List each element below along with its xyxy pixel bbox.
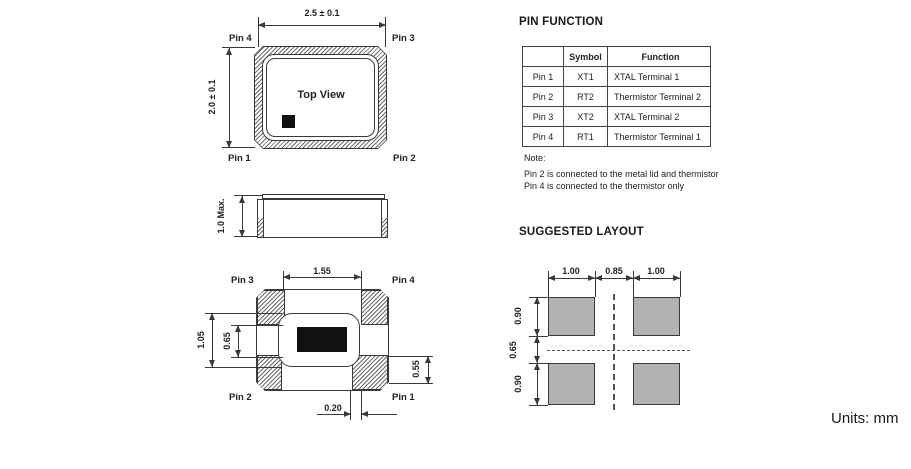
extension-line (529, 297, 548, 298)
arrowhead (626, 275, 633, 281)
arrowhead (283, 274, 290, 280)
header-cell (523, 47, 564, 67)
extension-line (222, 147, 255, 148)
dim-line (212, 313, 213, 367)
symbol-cell: RT2 (564, 87, 608, 107)
dim-line (229, 48, 230, 148)
terminal-pad-hatch (382, 218, 387, 237)
pin-function-title: PIN FUNCTION (519, 16, 604, 28)
extension-line (234, 236, 257, 237)
pin-cell: Pin 4 (523, 127, 564, 147)
layout-pad-bottom-left (548, 363, 595, 405)
table-row (523, 67, 711, 87)
pad-gap-dimension: 0.65 (222, 332, 232, 350)
extension-line (595, 271, 596, 297)
arrowhead (548, 275, 555, 281)
extension-line (361, 391, 362, 420)
extension-line (234, 195, 262, 196)
function-cell: Thermistor Terminal 1 (608, 127, 711, 147)
pad-pin2 (257, 355, 282, 390)
symbol-cell: RT1 (564, 127, 608, 147)
pad-offset-dimension: 0.20 (324, 403, 342, 413)
function-cell: XTAL Terminal 1 (608, 67, 711, 87)
units-label: Units: mm (831, 410, 899, 427)
layout-pad-top-left (548, 297, 595, 336)
arrowhead (534, 398, 540, 405)
extension-line (529, 363, 548, 364)
extension-line (231, 357, 283, 358)
arrowhead (673, 275, 680, 281)
layout-vgap-dimension: 0.65 (508, 341, 518, 359)
top-view-width-dimension: 2.5 ± 0.1 (304, 8, 340, 18)
dim-line (258, 25, 386, 26)
vertical-centerline (613, 294, 615, 410)
arrowhead (361, 411, 368, 417)
pin-label-2: Pin 2 (229, 392, 252, 403)
arrowhead (209, 313, 215, 320)
layout-gap-dimension: 0.85 (605, 266, 623, 276)
suggested-layout-title: SUGGESTED LAYOUT (519, 226, 644, 238)
layout-pad-width-dimension: 1.00 (562, 266, 580, 276)
dim-line (283, 277, 361, 278)
arrowhead (425, 356, 431, 363)
arrowhead (534, 336, 540, 343)
header-cell: Function (608, 47, 711, 67)
pin-cell: Pin 2 (523, 87, 564, 107)
layout-pad-bottom-right (633, 363, 680, 405)
pin-cell: Pin 3 (523, 107, 564, 127)
symbol-cell: XT2 (564, 107, 608, 127)
arrowhead (588, 275, 595, 281)
horizontal-centerline (547, 350, 690, 351)
pad-pin4 (361, 290, 388, 325)
extension-line (222, 47, 255, 48)
top-view-label: Top View (297, 89, 345, 101)
extension-line (385, 17, 386, 47)
note-line: Pin 4 is connected to the thermistor only (524, 181, 685, 191)
dim-line (548, 278, 680, 279)
side-view-height-dimension: 1.0 Max. (216, 198, 226, 234)
pin-label-3: Pin 3 (231, 275, 254, 286)
table-row (523, 107, 711, 127)
table-row (523, 127, 711, 147)
layout-pad-top-right (633, 297, 680, 336)
extension-line (633, 271, 634, 297)
extension-line (529, 336, 548, 337)
arrowhead (633, 275, 640, 281)
thermistor-element (297, 327, 347, 352)
arrowhead (534, 297, 540, 304)
extension-line (205, 313, 282, 314)
arrowhead (534, 329, 540, 336)
arrowhead (258, 22, 265, 28)
pin-function-table (522, 46, 711, 147)
note-line: Pin 2 is connected to the metal lid and thermistor (524, 169, 719, 179)
dim-line (537, 297, 538, 405)
extension-line (389, 356, 433, 357)
terminal-edge-line (263, 200, 264, 237)
extension-line (361, 271, 362, 290)
pin-label-2: Pin 2 (393, 153, 416, 164)
table-header-row (523, 47, 711, 67)
arrowhead (235, 325, 241, 332)
extension-line (258, 17, 259, 47)
layout-pad-height-dimension: 0.90 (513, 375, 523, 393)
extension-line (548, 271, 549, 297)
function-cell: XTAL Terminal 2 (608, 107, 711, 127)
extension-line (231, 325, 283, 326)
pin-label-3: Pin 3 (392, 33, 415, 44)
arrowhead (354, 274, 361, 280)
pin-label-4: Pin 4 (392, 275, 415, 286)
arrowhead (235, 350, 241, 357)
symbol-cell: XT1 (564, 67, 608, 87)
pin-cell: Pin 1 (523, 67, 564, 87)
cavity-height-dimension: 1.05 (196, 331, 206, 349)
arrowhead (239, 196, 245, 203)
layout-pad-height-dimension: 0.90 (513, 307, 523, 325)
extension-line (389, 383, 433, 384)
pin1-marker (282, 115, 295, 128)
arrowhead (226, 48, 232, 55)
note-title: Note: (524, 153, 546, 163)
function-cell: Thermistor Terminal 2 (608, 87, 711, 107)
extension-line (283, 271, 284, 290)
package-body-side (257, 199, 388, 238)
table-row (523, 87, 711, 107)
extension-line (350, 391, 351, 420)
layout-pad-width-dimension: 1.00 (647, 266, 665, 276)
pin-label-1: Pin 1 (392, 392, 415, 403)
pad-span-dimension: 1.55 (313, 266, 331, 276)
header-cell: Symbol (564, 47, 608, 67)
arrowhead (534, 356, 540, 363)
extension-line (529, 405, 548, 406)
pin-label-4: Pin 4 (229, 33, 252, 44)
arrowhead (595, 275, 602, 281)
extension-line (680, 271, 681, 297)
arrowhead (534, 363, 540, 370)
pin-label-1: Pin 1 (228, 153, 251, 164)
terminal-pad-hatch (258, 218, 263, 237)
pad-height-dimension: 0.55 (411, 360, 421, 378)
arrowhead (209, 360, 215, 367)
extension-line (205, 367, 282, 368)
top-view-height-dimension: 2.0 ± 0.1 (207, 79, 217, 115)
